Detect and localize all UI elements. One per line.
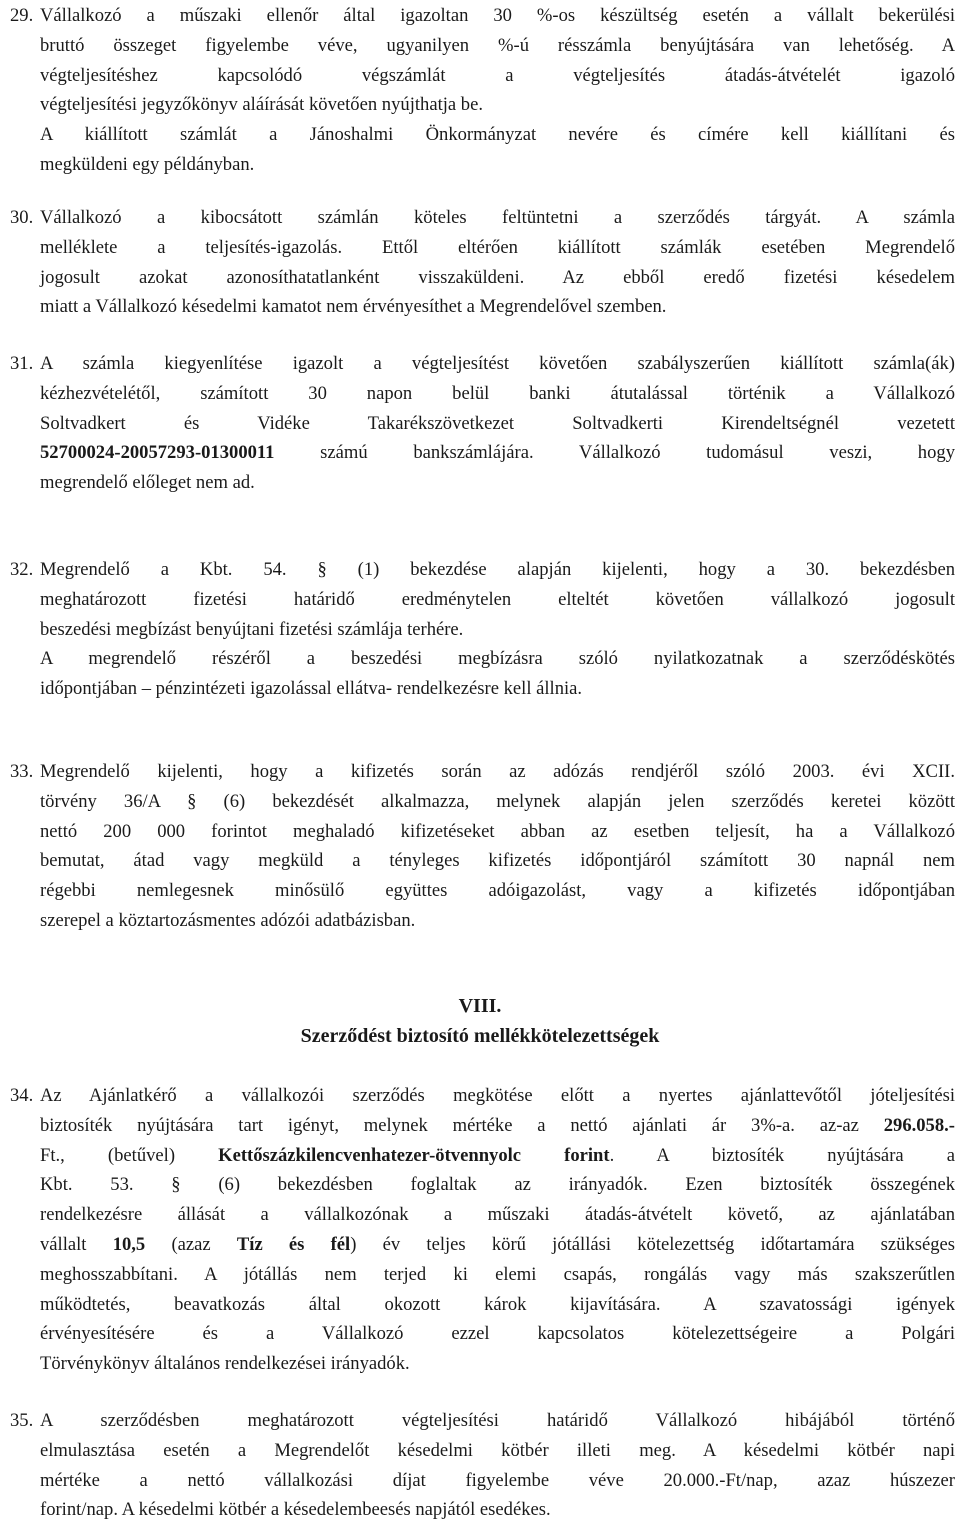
paragraph-line: Kbt. 53. § (6) bekezdésben foglaltak az irányadók. Ezen biztosíték összegének	[40, 1174, 955, 1196]
paragraph-line: elmulasztása esetén a Megrendelőt késedelmi kötbér illeti meg. A késedelmi kötbér napi	[40, 1439, 955, 1461]
paragraph-line: működtetés, beavatkozás által okozott károk kijavítására. A szavatossági igények	[40, 1293, 955, 1315]
bank-account-number: 52700024-20057293-01300011	[40, 442, 275, 464]
paragraph-line: végteljesítéshez kapcsolódó végszámlát a végteljesítés átadás-átvételét igazoló	[40, 64, 955, 86]
paragraph-number: 29.	[10, 5, 34, 26]
paragraph-line: meghatározott fizetési határidő eredménytelen elteltét követően vállalkozó jogosult	[40, 588, 955, 610]
paragraph-line: Megrendelő a Kbt. 54. § (1) bekezdése alapján kijelenti, hogy a 30. bekezdésben	[40, 559, 955, 580]
paragraph-line: törvény 36/A § (6) bekezdését alkalmazza, melynek alapján jelen szerződés keretei között	[40, 790, 955, 812]
guarantee-amount-words: Kettőszázkilencvenhatezer-ötvennyolc forint	[218, 1144, 610, 1166]
warranty-years: 10,5	[112, 1233, 146, 1255]
paragraph-34	[10, 1081, 955, 1379]
section-title: Szerződést biztosító mellékkötelezettségek	[300, 1025, 660, 1047]
paragraph-line: bruttó összeget figyelembe véve, ugyanilyen %-ú résszámla benyújtására van lehetőség. A	[40, 34, 955, 56]
paragraph-line: rendelkezésre állását a vállalkozónak a műszaki átadás-átvételt követő, az ajánlatában	[40, 1204, 955, 1226]
paragraph-number: 34.	[10, 1085, 34, 1106]
paragraph-line: nettó 200 000 forintot meghaladó kifizetéseket abban az esetben teljesít, ha a Vállalkozó	[40, 820, 955, 842]
paragraph-line: (azaz	[145, 1233, 237, 1255]
paragraph-line: végteljesítési jegyzőkönyv aláírását követően nyújthatja be.	[40, 94, 484, 116]
guarantee-amount: 296.058.-	[883, 1114, 955, 1136]
paragraph-line: vállalt	[40, 1233, 113, 1255]
paragraph-line: Soltvadkert és Vidéke Takarékszövetkezet Soltvadkerti Kirendeltségnél vezetett	[40, 412, 955, 434]
paragraph-line: forint/nap. A késedelmi kötbér a késedelembeesés napjától esedékes.	[40, 1499, 551, 1521]
paragraph-line: Megrendelő kijelenti, hogy a kifizetés során az adózás rendjéről szóló 2003. évi XCII.	[40, 761, 955, 782]
paragraph-line: beszedési megbízást benyújtani fizetési számlája terhére.	[40, 618, 464, 640]
paragraph-31	[10, 349, 955, 498]
paragraph-30	[10, 203, 955, 322]
paragraph-line: ) év teljes körű jótállási kötelezettség időtartamára szükséges	[350, 1233, 956, 1255]
paragraph-line: bemutat, átad vagy megküld a tényleges kifizetés időpontjáról számított 30 napnál nem	[40, 850, 955, 872]
paragraph-number: 31.	[10, 353, 34, 374]
paragraph-line: Ft., (betűvel)	[40, 1144, 219, 1166]
paragraph-line: jogosult azokat azonosíthatatlanként visszaküldeni. Az ebből eredő fizetési késedelem	[40, 266, 955, 288]
paragraph-number: 35.	[10, 1410, 34, 1431]
paragraph-number: 32.	[10, 559, 34, 580]
paragraph-line: biztosíték nyújtására tart igényt, melynek mértéke a nettó ajánlati ár 3%-a. az-az	[40, 1114, 884, 1136]
paragraph-line: számú bankszámlájára. Vállalkozó tudomásul veszi, hogy	[274, 442, 955, 464]
paragraph-line: . A biztosíték nyújtására a	[609, 1144, 955, 1166]
paragraph-33	[10, 757, 955, 936]
paragraph-32	[10, 555, 955, 704]
paragraph-line: A szerződésben meghatározott végteljesítési határidő Vállalkozó hibájából történő	[40, 1410, 955, 1431]
paragraph-line: mértéke a nettó vállalkozási díjat figyelembe véve 20.000.-Ft/nap, azaz húszezer	[40, 1469, 955, 1491]
paragraph-line: melléklete a teljesítés-igazolás. Ettől eltérően kiállított számlák esetében Megrendelő	[40, 236, 955, 258]
paragraph-line: A kiállított számlát a Jánoshalmi Önkormányzat nevére és címére kell kiállítani és	[40, 124, 955, 146]
paragraph-line: Törvénykönyv általános rendelkezései irányadók.	[40, 1353, 410, 1375]
paragraph-number: 30.	[10, 207, 34, 228]
paragraph-line: kézhezvételétől, számított 30 napon belül banki átutalással történik a Vállalkozó	[40, 382, 955, 404]
section-number: VIII.	[458, 995, 502, 1017]
paragraph-line: meghosszabbítani. A jótállás nem terjed ki elemi csapás, rongálás vagy más szakszerűtlen	[40, 1263, 955, 1285]
paragraph-line: Vállalkozó a műszaki ellenőr által igazoltan 30 %-os készültség esetén a vállalt bekerülési	[40, 5, 955, 26]
paragraph-line: Az Ajánlatkérő a vállalkozói szerződés megkötése előtt a nyertes ajánlattevőtől jóteljesítési	[40, 1085, 955, 1106]
paragraph-line: szerepel a köztartozásmentes adózói adatbázisban.	[40, 909, 416, 931]
paragraph-line: megküldeni egy példányban.	[40, 153, 255, 175]
paragraph-line: miatt a Vállalkozó késedelmi kamatot nem érvényesíthet a Megrendelővel szemben.	[40, 296, 667, 318]
paragraph-line: régebbi nemlegesnek minősülő együttes adóigazolást, vagy a kifizetés időpontjában	[40, 880, 955, 902]
paragraph-35	[10, 1406, 955, 1525]
paragraph-line: időpontjában – pénzintézeti igazolással ellátva- rendelkezésre kell állnia.	[40, 678, 583, 700]
paragraph-line: megrendelő előleget nem ad.	[40, 472, 255, 494]
warranty-years-words: Tíz és fél	[236, 1233, 351, 1255]
paragraph-line: A számla kiegyenlítése igazolt a végteljesítést követően szabályszerűen kiállított számla(ák)	[40, 353, 955, 374]
paragraph-line: Vállalkozó a kibocsátott számlán köteles feltüntetni a szerződés tárgyát. A számla	[40, 207, 955, 228]
paragraph-number: 33.	[10, 761, 34, 782]
paragraph-line: érvényesítésére és a Vállalkozó ezzel kapcsolatos kötelezettségeire a Polgári	[40, 1323, 955, 1345]
paragraph-29	[10, 1, 955, 180]
paragraph-line: A megrendelő részéről a beszedési megbízásra szóló nyilatkozatnak a szerződéskötés	[40, 648, 955, 670]
